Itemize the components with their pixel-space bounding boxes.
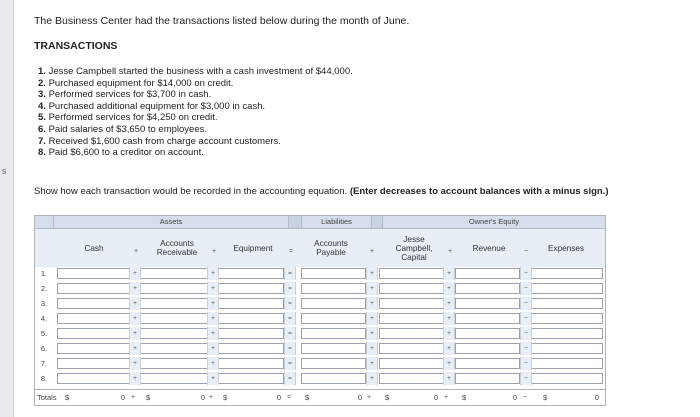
entry-row bbox=[35, 297, 605, 310]
group-owners-equity: Owner's Equity bbox=[383, 216, 605, 228]
revenue-input[interactable] bbox=[455, 268, 520, 279]
operator-minus: − bbox=[520, 327, 532, 340]
ap-input[interactable] bbox=[301, 358, 366, 369]
operator-equals: = bbox=[284, 312, 296, 325]
revenue-input[interactable] bbox=[455, 343, 520, 354]
equipment-input[interactable] bbox=[218, 358, 284, 369]
totals-equipment-currency: $ bbox=[223, 393, 228, 402]
group-plus-sep bbox=[372, 216, 383, 228]
totals-label: Totals bbox=[37, 393, 57, 402]
operator-plus: + bbox=[129, 357, 141, 370]
row-number: 5. bbox=[40, 329, 48, 338]
expenses-input[interactable] bbox=[531, 283, 603, 294]
expenses-input[interactable] bbox=[531, 343, 603, 354]
cash-input[interactable] bbox=[57, 358, 130, 369]
col-revenue: Revenue bbox=[472, 243, 506, 253]
col-cash: Cash bbox=[84, 243, 104, 253]
left-edge-panel bbox=[0, 0, 14, 417]
operator-minus: − bbox=[520, 312, 532, 325]
row-number: 1. bbox=[40, 269, 48, 278]
expenses-input[interactable] bbox=[531, 268, 603, 279]
column-header-row bbox=[35, 228, 605, 267]
operator-equals: = bbox=[284, 327, 296, 340]
instruction-text: Show how each transaction would be recorded in the accounting equation. (Enter decreases to account balances with a minus sign.) bbox=[34, 186, 609, 197]
operator-equals: = bbox=[284, 297, 296, 310]
operator-equals: = bbox=[284, 372, 296, 385]
revenue-input[interactable] bbox=[455, 358, 520, 369]
entry-row bbox=[35, 327, 605, 340]
operator-plus: + bbox=[366, 297, 378, 310]
capital-input[interactable] bbox=[379, 268, 444, 279]
operator-equals: = bbox=[284, 282, 296, 295]
operator-plus: + bbox=[207, 372, 219, 385]
operator-minus: − bbox=[520, 342, 532, 355]
revenue-input[interactable] bbox=[455, 373, 520, 384]
ap-input[interactable] bbox=[301, 328, 366, 339]
transaction-item: 4. Purchased additional equipment for $3,000 in cash. bbox=[38, 100, 266, 112]
operator-plus: + bbox=[129, 267, 141, 280]
operator-plus: + bbox=[443, 267, 455, 280]
ar-input[interactable] bbox=[140, 373, 208, 384]
capital-input[interactable] bbox=[379, 298, 444, 309]
operator-plus: + bbox=[443, 357, 455, 370]
cash-input[interactable] bbox=[57, 298, 130, 309]
equipment-input[interactable] bbox=[218, 283, 284, 294]
operator-minus: − bbox=[520, 297, 532, 310]
equipment-input[interactable] bbox=[218, 268, 284, 279]
equipment-input[interactable] bbox=[218, 373, 284, 384]
ar-input[interactable] bbox=[140, 343, 208, 354]
accounting-equation-table bbox=[34, 215, 606, 406]
group-assets: Assets bbox=[54, 216, 289, 228]
row-number: 4. bbox=[40, 314, 48, 323]
operator-equals: = bbox=[284, 342, 296, 355]
revenue-input[interactable] bbox=[455, 328, 520, 339]
hdr-plus-1: + bbox=[133, 248, 139, 255]
hdr-minus: − bbox=[523, 248, 529, 255]
capital-input[interactable] bbox=[379, 373, 444, 384]
operator-plus: + bbox=[443, 342, 455, 355]
revenue-input[interactable] bbox=[455, 298, 520, 309]
ar-input[interactable] bbox=[140, 328, 208, 339]
operator-plus: + bbox=[129, 327, 141, 340]
col-equipment: Equipment bbox=[233, 243, 273, 253]
entry-row bbox=[35, 357, 605, 370]
transactions-list bbox=[38, 66, 353, 159]
operator-plus: + bbox=[129, 342, 141, 355]
ar-input[interactable] bbox=[140, 268, 208, 279]
row-number: 3. bbox=[40, 299, 48, 308]
operator-plus: + bbox=[207, 327, 219, 340]
group-header-row bbox=[35, 216, 605, 228]
operator-plus: + bbox=[366, 282, 378, 295]
group-liabilities: Liabilities bbox=[302, 216, 372, 228]
totals-plus-4: + bbox=[443, 394, 449, 401]
hdr-plus-3: + bbox=[369, 248, 375, 255]
operator-minus: − bbox=[520, 282, 532, 295]
totals-minus: − bbox=[522, 394, 528, 401]
operator-plus: + bbox=[129, 282, 141, 295]
operator-plus: + bbox=[366, 267, 378, 280]
transaction-item: 6. Paid salaries of $3,650 to employees. bbox=[38, 123, 208, 135]
ap-input[interactable] bbox=[301, 298, 366, 309]
revenue-input[interactable] bbox=[455, 283, 520, 294]
equipment-input[interactable] bbox=[218, 328, 284, 339]
totals-revenue-currency: $ bbox=[462, 393, 467, 402]
equipment-input[interactable] bbox=[218, 298, 284, 309]
transaction-item: 3. Performed services for $3,700 in cash. bbox=[38, 89, 212, 101]
entry-row bbox=[35, 372, 605, 385]
row-number: 7. bbox=[40, 359, 48, 368]
operator-plus: + bbox=[366, 342, 378, 355]
ap-input[interactable] bbox=[301, 313, 366, 324]
ar-input[interactable] bbox=[140, 313, 208, 324]
entry-row bbox=[35, 267, 605, 280]
col-accounts-payable: Accounts Payable bbox=[314, 239, 348, 257]
expenses-input[interactable] bbox=[531, 298, 603, 309]
totals-cash: 0 bbox=[120, 393, 125, 402]
operator-plus: + bbox=[366, 357, 378, 370]
totals-expenses: 0 bbox=[594, 393, 599, 402]
expenses-input[interactable] bbox=[531, 328, 603, 339]
row-number: 8. bbox=[40, 374, 48, 383]
ap-input[interactable] bbox=[301, 343, 366, 354]
totals-ar-currency: $ bbox=[146, 393, 151, 402]
col-capital: Jesse Campbell, Capital bbox=[395, 234, 433, 262]
expenses-input[interactable] bbox=[531, 358, 603, 369]
cash-input[interactable] bbox=[57, 268, 130, 279]
operator-equals: = bbox=[284, 357, 296, 370]
operator-plus: + bbox=[207, 267, 219, 280]
transaction-item: 1. Jesse Campbell started the business with a cash investment of $44,000. bbox=[38, 66, 353, 77]
ap-input[interactable] bbox=[301, 283, 366, 294]
totals-ap: 0 bbox=[357, 393, 362, 402]
ar-input[interactable] bbox=[140, 298, 208, 309]
operator-plus: + bbox=[366, 372, 378, 385]
problem-intro: The Business Center had the transactions listed below during the month of June. bbox=[34, 15, 410, 27]
edge-letter: s bbox=[2, 166, 7, 176]
totals-equipment: 0 bbox=[276, 393, 281, 402]
totals-expenses-currency: $ bbox=[543, 393, 548, 402]
revenue-input[interactable] bbox=[455, 313, 520, 324]
hdr-plus-2: + bbox=[211, 248, 217, 255]
operator-plus: + bbox=[443, 282, 455, 295]
totals-row bbox=[35, 389, 605, 405]
equipment-input[interactable] bbox=[218, 313, 284, 324]
expenses-input[interactable] bbox=[531, 313, 603, 324]
ap-input[interactable] bbox=[301, 268, 366, 279]
transaction-item: 7. Received $1,600 cash from charge account customers. bbox=[38, 135, 281, 147]
operator-plus: + bbox=[443, 372, 455, 385]
entry-row bbox=[35, 342, 605, 355]
capital-input[interactable] bbox=[379, 328, 444, 339]
operator-equals: = bbox=[284, 267, 296, 280]
col-accounts-receivable: Accounts Receivable bbox=[156, 239, 198, 257]
col-expenses: Expenses bbox=[548, 243, 584, 253]
operator-plus: + bbox=[207, 312, 219, 325]
ap-input[interactable] bbox=[301, 373, 366, 384]
group-equals-sep bbox=[289, 216, 302, 228]
totals-capital-currency: $ bbox=[385, 393, 390, 402]
row-number: 2. bbox=[40, 284, 48, 293]
operator-plus: + bbox=[207, 282, 219, 295]
transactions-heading: TRANSACTIONS bbox=[34, 40, 118, 52]
totals-revenue: 0 bbox=[512, 393, 517, 402]
cash-input[interactable] bbox=[57, 328, 130, 339]
expenses-input[interactable] bbox=[531, 373, 603, 384]
totals-plus-2: + bbox=[208, 394, 214, 401]
operator-minus: − bbox=[520, 357, 532, 370]
entry-row bbox=[35, 282, 605, 295]
operator-plus: + bbox=[207, 357, 219, 370]
operator-plus: + bbox=[366, 327, 378, 340]
hdr-plus-4: + bbox=[447, 248, 453, 255]
operator-minus: − bbox=[520, 267, 532, 280]
entry-row bbox=[35, 312, 605, 325]
transaction-item: 8. Paid $6,600 to a creditor on account. bbox=[38, 147, 204, 159]
totals-cash-currency: $ bbox=[65, 393, 70, 402]
transaction-item: 2. Purchased equipment for $14,000 on credit. bbox=[38, 77, 234, 89]
operator-plus: + bbox=[443, 297, 455, 310]
row-number: 6. bbox=[40, 344, 48, 353]
totals-equals: = bbox=[286, 394, 292, 401]
operator-plus: + bbox=[129, 372, 141, 385]
cash-input[interactable] bbox=[57, 313, 130, 324]
group-blank bbox=[35, 216, 54, 228]
capital-input[interactable] bbox=[379, 343, 444, 354]
cash-input[interactable] bbox=[57, 373, 130, 384]
ar-input[interactable] bbox=[140, 283, 208, 294]
operator-plus: + bbox=[129, 312, 141, 325]
capital-input[interactable] bbox=[379, 358, 444, 369]
operator-plus: + bbox=[207, 342, 219, 355]
operator-plus: + bbox=[443, 312, 455, 325]
hdr-equals: = bbox=[288, 248, 294, 255]
totals-plus-3: + bbox=[366, 394, 372, 401]
totals-plus-1: + bbox=[130, 394, 136, 401]
operator-plus: + bbox=[207, 297, 219, 310]
capital-input[interactable] bbox=[379, 283, 444, 294]
ar-input[interactable] bbox=[140, 358, 208, 369]
totals-capital: 0 bbox=[433, 393, 438, 402]
operator-minus: − bbox=[520, 372, 532, 385]
operator-plus: + bbox=[129, 297, 141, 310]
operator-plus: + bbox=[366, 312, 378, 325]
capital-input[interactable] bbox=[379, 313, 444, 324]
equipment-input[interactable] bbox=[218, 343, 284, 354]
cash-input[interactable] bbox=[57, 283, 130, 294]
operator-plus: + bbox=[443, 327, 455, 340]
transaction-item: 5. Performed services for $4,250 on credit. bbox=[38, 112, 218, 124]
totals-ap-currency: $ bbox=[305, 393, 310, 402]
totals-ar: 0 bbox=[200, 393, 205, 402]
cash-input[interactable] bbox=[57, 343, 130, 354]
